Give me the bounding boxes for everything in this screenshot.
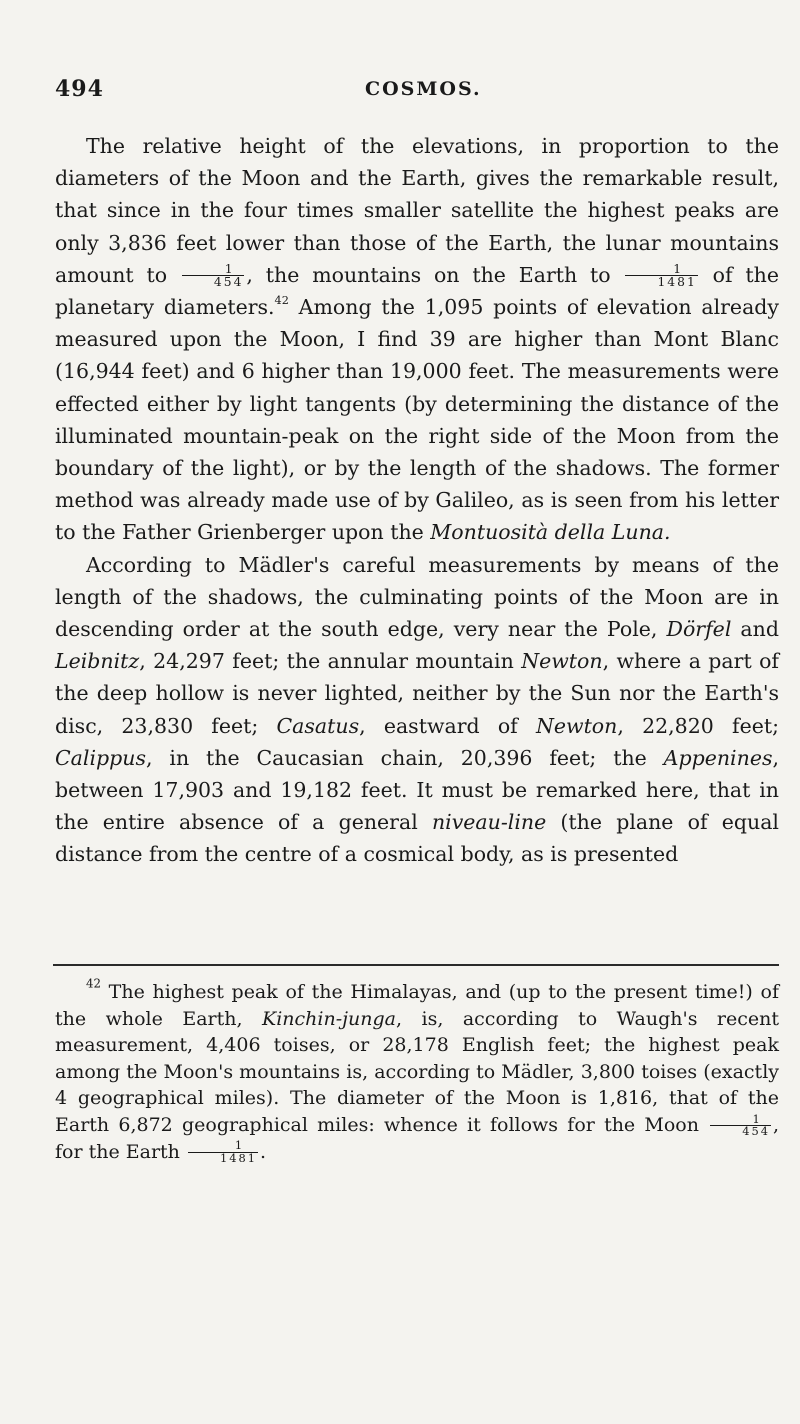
fraction-numerator: 1 xyxy=(710,1114,771,1126)
fraction-denominator: 1481 xyxy=(657,275,697,290)
text-span: . xyxy=(259,1140,266,1163)
footnote-reference[interactable]: 42 xyxy=(274,293,289,307)
text-span: , the mountains on the Earth to xyxy=(246,262,624,287)
fraction-earth xyxy=(188,1140,258,1164)
text-span: , between 17,903 and 19,182 feet. It must be remarked here, that in the entire absence of a general xyxy=(55,745,779,835)
italic-title: Montuosità della Luna. xyxy=(430,520,671,545)
paragraph-2 xyxy=(55,549,779,871)
text-span: of the planetary diameters. xyxy=(55,262,779,320)
fraction-numerator: 1 xyxy=(625,263,697,276)
italic-name: Leibnitz xyxy=(55,649,140,674)
fraction-moon xyxy=(710,1111,771,1138)
footnote-divider xyxy=(53,964,779,966)
text-span: According to Mädler's careful measurements by means of the length of the shadows, the culminating points of the Moon are in descending order at the south edge, very near the Pole, xyxy=(55,552,779,642)
text-span: (the plane of equal distance from the centre of a cosmical body, as is presented xyxy=(55,810,779,867)
italic-name: Dörfel xyxy=(666,617,732,642)
text-span: , in the Caucasian chain, 20,396 feet; the xyxy=(146,745,664,770)
text-span: and xyxy=(731,617,779,642)
italic-name: Appenines xyxy=(663,745,773,770)
fraction-denominator: 1481 xyxy=(219,1150,257,1165)
fraction-numerator: 1 xyxy=(182,263,244,276)
main-text xyxy=(55,130,779,871)
text-span: , is, according to Waugh's recent measurement, 4,406 toises, or 28,178 English feet; the highest peak among the Moon's mountains is, according to Mädler, 3,800 toises (exactly 4 geographical miles). The diameter of the Moon is 1,816, that of the Earth 6,872 geographical miles: whence it follows for the Moon xyxy=(55,1007,779,1136)
text-span: , 24,297 feet; the annular mountain xyxy=(139,649,522,674)
fraction-denominator: 454 xyxy=(742,1123,770,1138)
text-span: , 22,820 feet; xyxy=(617,713,779,738)
page-header xyxy=(55,76,772,106)
text-span: , where a part of the deep hollow is never lighted, neither by the Sun nor the Earth's disc, 23,830 feet; xyxy=(55,649,779,738)
text-span: Among the 1,095 points of elevation already measured upon the Moon, I find 39 are higher than Mont Blanc (16,944 feet) and 6 higher than 19,000 feet. The measurements were effected either by light tangents (by determining the distance of the illuminated mountain-peak on the right side of the Moon from the boundary of the light), or by the length of the shadows. The former method was already made use of by Galileo, as is seen from his letter to the Father Grienberger upon the xyxy=(55,295,779,545)
paragraph-1 xyxy=(55,130,779,549)
page-number: 494 xyxy=(55,76,104,102)
text-span: The relative height of the elevations, in proportion to the diameters of the Moon and the Earth, gives the remarkable result, that since in the four times smaller satellite the highest peaks are only 3,836 feet lower than those of the Earth, the lunar mountains amount to xyxy=(55,134,779,287)
italic-name: Kinchin-junga xyxy=(262,1007,396,1030)
italic-name: Calippus xyxy=(55,745,146,770)
italic-name: Newton xyxy=(535,713,618,738)
fraction-moon xyxy=(182,263,244,289)
text-span: The highest peak of the Himalayas, and (up to the present time!) of the whole Earth, xyxy=(55,981,779,1030)
text-span: , eastward of xyxy=(359,713,536,738)
italic-name: Newton xyxy=(521,649,603,674)
text-span: , for the Earth xyxy=(55,1113,779,1163)
italic-term: niveau-line xyxy=(431,810,547,835)
footnote-marker: 42 xyxy=(86,976,101,991)
italic-name: Casatus xyxy=(276,713,360,738)
fraction-earth xyxy=(625,263,697,289)
running-head: COSMOS. xyxy=(365,78,482,100)
footnote-42 xyxy=(55,976,779,1165)
fraction-denominator: 454 xyxy=(213,275,244,290)
fraction-numerator: 1 xyxy=(188,1140,258,1152)
